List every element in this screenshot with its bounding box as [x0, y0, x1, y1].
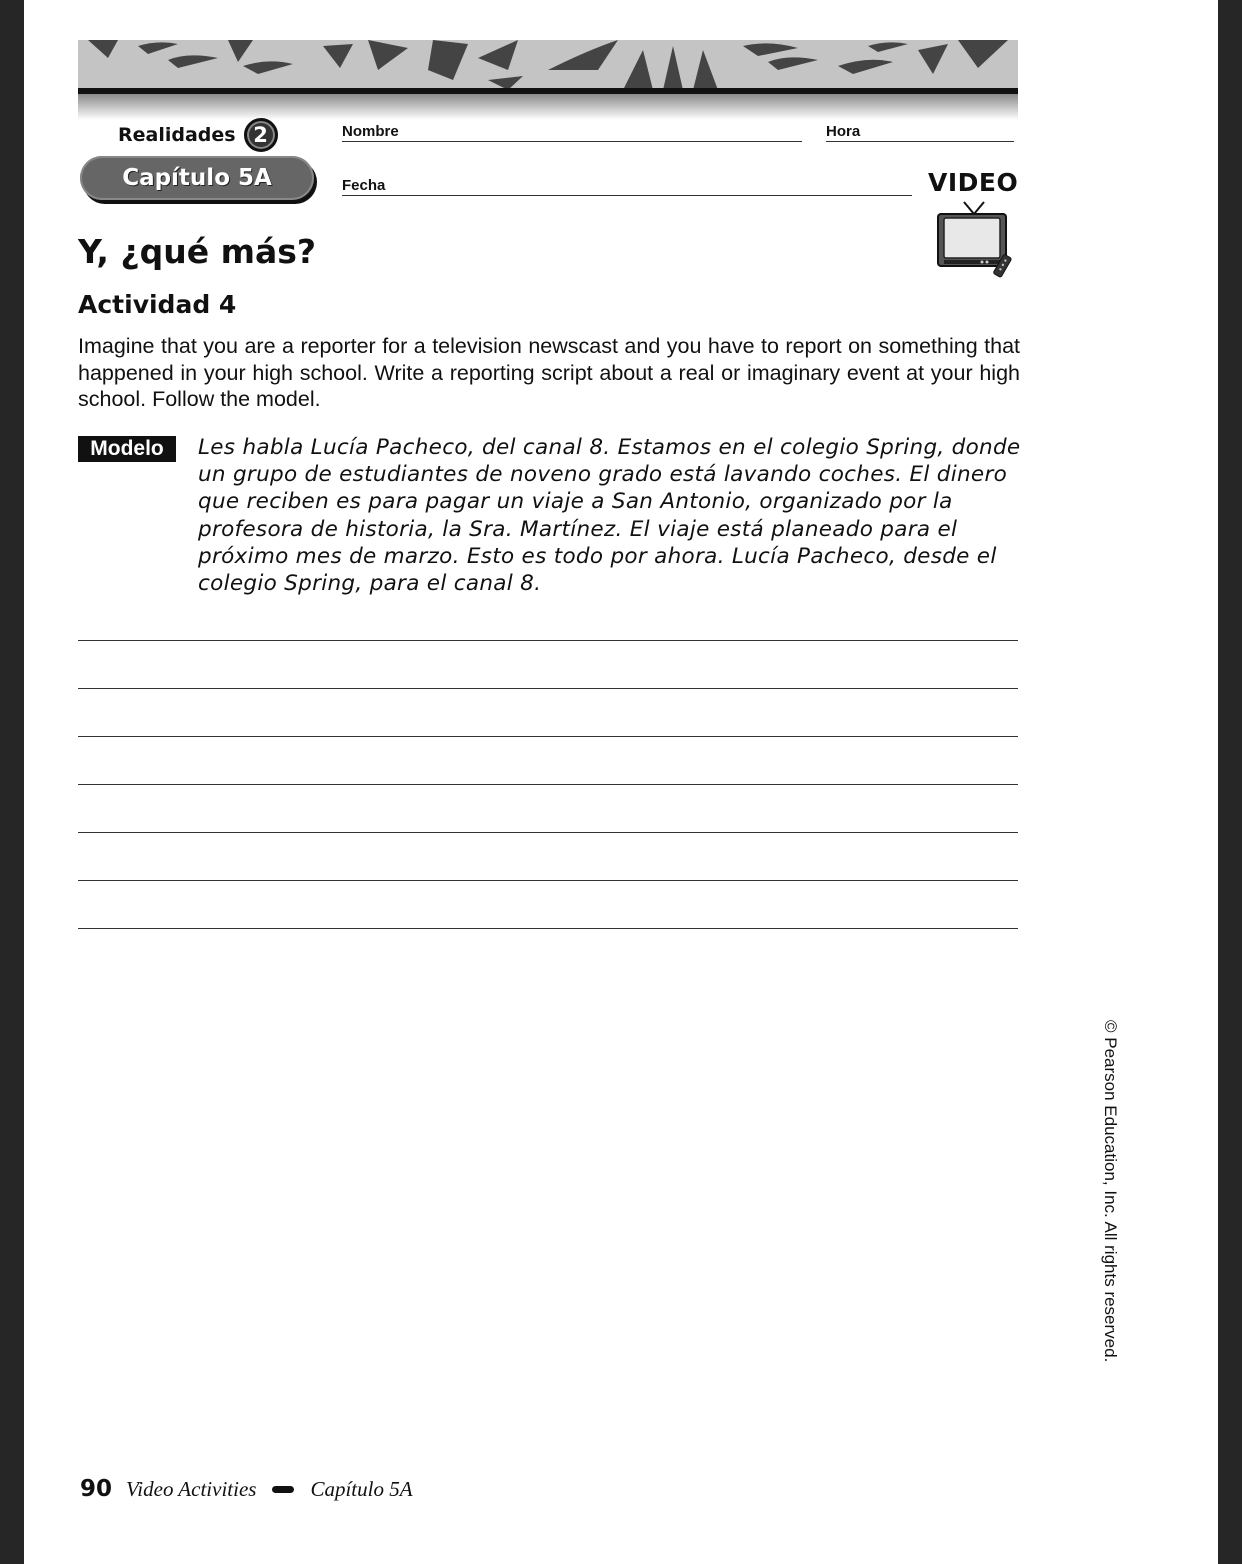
answer-line[interactable] [78, 784, 1018, 785]
activity-heading: Actividad 4 [78, 290, 237, 319]
page-title: Y, ¿qué más? [78, 232, 317, 271]
banner-shadow [78, 94, 1018, 120]
hour-field[interactable] [826, 141, 1014, 142]
answer-line[interactable] [78, 688, 1018, 689]
page-footer [80, 1476, 413, 1502]
footer-separator-icon [272, 1486, 294, 1493]
date-field[interactable] [342, 195, 912, 196]
name-field-label: Nombre [342, 123, 399, 140]
model-text: Les habla Lucía Pacheco, del canal 8. Estamos en el colegio Spring, donde un grupo de estudiantes de noveno grado está lavando coches. El dinero que reciben es para pagar un viaje a San Antonio, organizado por la profesora de historia, la Sra. Martínez. El viaje está planeado para el próximo mes de marzo. Esto es todo por ahora. Lucía Pacheco, desde el colegio Spring, para el canal 8. [198, 435, 1021, 597]
tv-icon [934, 200, 1020, 280]
name-field[interactable] [342, 141, 802, 142]
model-label: Modelo [78, 436, 176, 462]
footer-section: Video Activities [126, 1477, 257, 1501]
answer-line[interactable] [78, 880, 1018, 881]
worksheet-page [24, 0, 1218, 1564]
floral-pattern-icon [78, 40, 1018, 90]
copyright-notice: © Pearson Education, Inc. All rights reserved. [1101, 1020, 1120, 1363]
page-number: 90 [80, 1476, 113, 1502]
section-badge: VIDEO [928, 168, 1019, 197]
answer-line[interactable] [78, 832, 1018, 833]
hour-field-label: Hora [826, 123, 861, 140]
answer-line[interactable] [78, 640, 1018, 641]
series-label [118, 118, 278, 152]
answer-line[interactable] [78, 928, 1018, 929]
series-name: Realidades [118, 124, 236, 146]
decorative-banner [78, 40, 1018, 90]
answer-line[interactable] [78, 736, 1018, 737]
level-badge: 2 [244, 118, 278, 152]
footer-chapter: Capítulo 5A [310, 1477, 413, 1501]
activity-instructions: Imagine that you are a reporter for a television newscast and you have to report on something that happened in your high school. Write a reporting script about a real or imaginary event at your high school. Follow the model. [78, 334, 1020, 411]
date-field-label: Fecha [342, 177, 386, 194]
chapter-badge: Capítulo 5A [80, 156, 314, 200]
